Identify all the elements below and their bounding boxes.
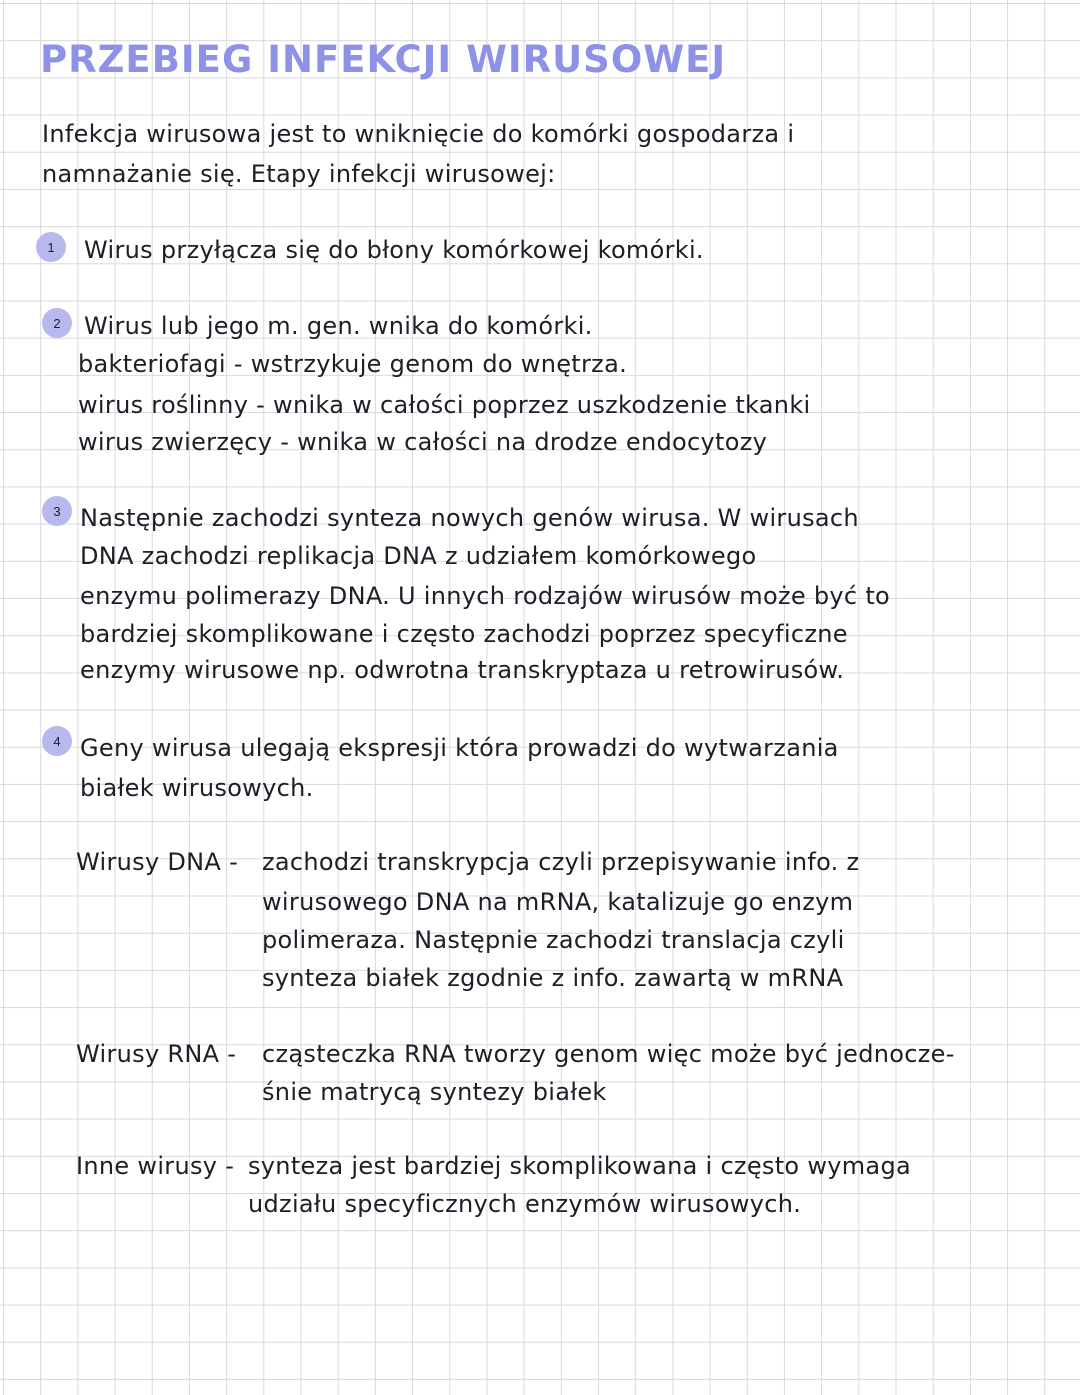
step-number-badge: 1: [36, 232, 66, 262]
step-2-line: wirus roślinny - wnika w całości poprzez uszkodzenie tkanki: [78, 391, 811, 419]
step-2-line: wirus zwierzęcy - wnika w całości na drodze endocytozy: [78, 428, 768, 456]
intro-line: Infekcja wirusowa jest to wniknięcie do komórki gospodarza i: [42, 120, 795, 148]
step-3-line: enzymu polimerazy DNA. U innych rodzajów wirusów może być to: [80, 582, 891, 610]
step-2-line: Wirus lub jego m. gen. wnika do komórki.: [84, 312, 593, 340]
page-title: PRZEBIEG INFEKCJI WIRUSOWEJ: [40, 38, 727, 81]
step-3-line: enzymy wirusowe np. odwrotna transkryptaza u retrowirusów.: [80, 656, 845, 684]
virus-type-label: Wirusy DNA -: [76, 848, 239, 876]
step-3-line: Następnie zachodzi synteza nowych genów wirusa. W wirusach: [80, 504, 859, 532]
step-4-line: białek wirusowych.: [80, 774, 314, 802]
virus-type-line: zachodzi transkrypcja czyli przepisywanie info. z: [262, 848, 860, 876]
virus-type-line: synteza białek zgodnie z info. zawartą w mRNA: [262, 964, 844, 992]
step-3-line: bardziej skomplikowane i często zachodzi poprzez specyficzne: [80, 620, 848, 648]
step-2-line: bakteriofagi - wstrzykuje genom do wnętrza.: [78, 350, 628, 378]
virus-type-line: śnie matrycą syntezy białek: [262, 1078, 607, 1106]
virus-type-line: udziału specyficznych enzymów wirusowych.: [248, 1190, 802, 1218]
intro-line: namnażanie się. Etapy infekcji wirusowej:: [42, 160, 556, 188]
virus-type-label: Wirusy RNA -: [76, 1040, 237, 1068]
step-1-line: Wirus przyłącza się do błony komórkowej komórki.: [84, 236, 704, 264]
step-3-line: DNA zachodzi replikacja DNA z udziałem komórkowego: [80, 542, 757, 570]
virus-type-line: wirusowego DNA na mRNA, katalizuje go enzym: [262, 888, 854, 916]
step-4-line: Geny wirusa ulegają ekspresji która prowadzi do wytwarzania: [80, 734, 839, 762]
virus-type-line: cząsteczka RNA tworzy genom więc może być jednocze-: [262, 1040, 955, 1068]
virus-type-line: synteza jest bardziej skomplikowana i często wymaga: [248, 1152, 911, 1180]
step-number-badge: 2: [42, 308, 72, 338]
virus-type-line: polimeraza. Następnie zachodzi translacja czyli: [262, 926, 845, 954]
step-number-badge: 4: [42, 726, 72, 756]
step-number-badge: 3: [42, 496, 72, 526]
virus-type-label: Inne wirusy -: [76, 1152, 235, 1180]
